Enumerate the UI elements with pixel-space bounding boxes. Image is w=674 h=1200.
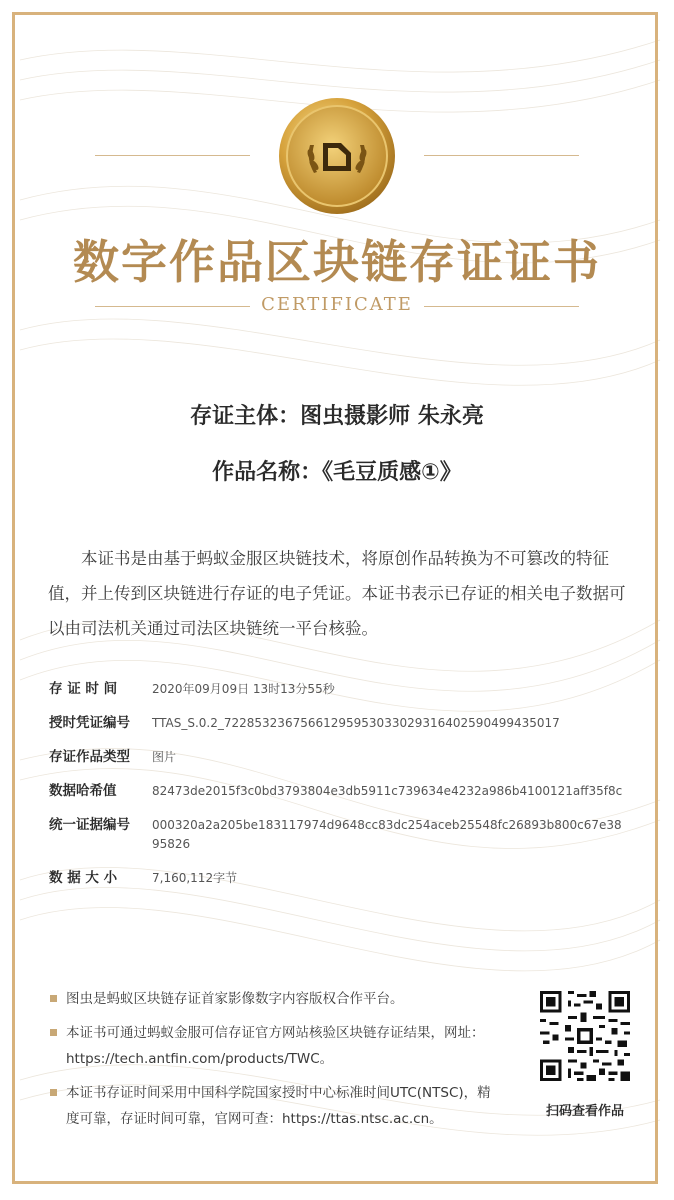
note-text: 图虫是蚂蚁区块链存证首家影像数字内容版权合作平台。 — [66, 991, 404, 1007]
info-label: 存证作品类型 — [49, 749, 130, 765]
info-row — [49, 782, 629, 801]
info-row — [49, 714, 629, 733]
info-value: 图片 — [152, 750, 177, 764]
info-row — [49, 816, 629, 854]
certificate-description: 本证书是由基于蚂蚁金服区块链技术，将原创作品转换为不可篡改的特征值，并上传到区块链进行存证的电子凭证。本证书表示已存证的相关电子数据可以由司法机关通过司法区块链统一平台核验。 — [48, 549, 626, 638]
info-label: 数据哈希值 — [49, 783, 117, 799]
qr-code-icon[interactable] — [540, 991, 630, 1081]
info-row — [49, 680, 629, 699]
note-item — [50, 1020, 500, 1072]
qr-caption: 扫码查看作品 — [545, 1104, 624, 1119]
info-value: 000320a2a205be183117974d9648cc83dc254aceb25548fc26893b800c67e3895826 — [152, 818, 622, 851]
info-label: 统一证据编号 — [49, 817, 130, 833]
notes-list — [50, 986, 500, 1140]
info-row — [49, 869, 629, 888]
info-row — [49, 748, 629, 767]
note-item — [50, 1080, 500, 1132]
info-table — [49, 680, 629, 903]
holder-line: 存证主体：图虫摄影师 朱永亮 — [190, 404, 484, 429]
info-value: TTAS_S.0.2_722853236756612959530330293164025904994350​17 — [152, 716, 560, 730]
gold-medal-seal-icon — [276, 95, 398, 217]
info-label: 授时凭证编号 — [49, 715, 130, 731]
bullet-icon — [50, 1089, 57, 1096]
info-value: 82473de2015f3c0bd3793804e3db5911c739634e4232a986b4100121aff35f8c — [152, 784, 623, 798]
bullet-icon — [50, 995, 57, 1002]
note-text: 本证书可通过蚂蚁金服可信存证官方网站核验区块链存证结果，网址：https://tech.antfin.com/products/TWC。 — [66, 1025, 485, 1067]
note-text: 本证书存证时间采用中国科学院国家授时中心标准时间UTC(NTSC)，精度可靠，存证时间可靠，官网可查：https://ttas.ntsc.ac.cn。 — [66, 1085, 491, 1127]
title-rule-right — [424, 155, 579, 156]
bullet-icon — [50, 1029, 57, 1036]
work-name-line: 作品名称：《毛豆质感①》 — [212, 460, 462, 485]
certificate-title: 数字作品区块链存证证书 — [73, 235, 601, 289]
note-item — [50, 986, 500, 1012]
info-value: 2020年09月09日 13时13分55秒 — [152, 682, 335, 696]
info-label: 数 据 大 小 — [49, 870, 118, 886]
info-label: 存 证 时 间 — [49, 681, 118, 697]
title-rule-left — [95, 155, 250, 156]
info-value: 7,160,112字节 — [152, 871, 238, 885]
certificate-subtitle: CERTIFICATE — [261, 294, 413, 315]
